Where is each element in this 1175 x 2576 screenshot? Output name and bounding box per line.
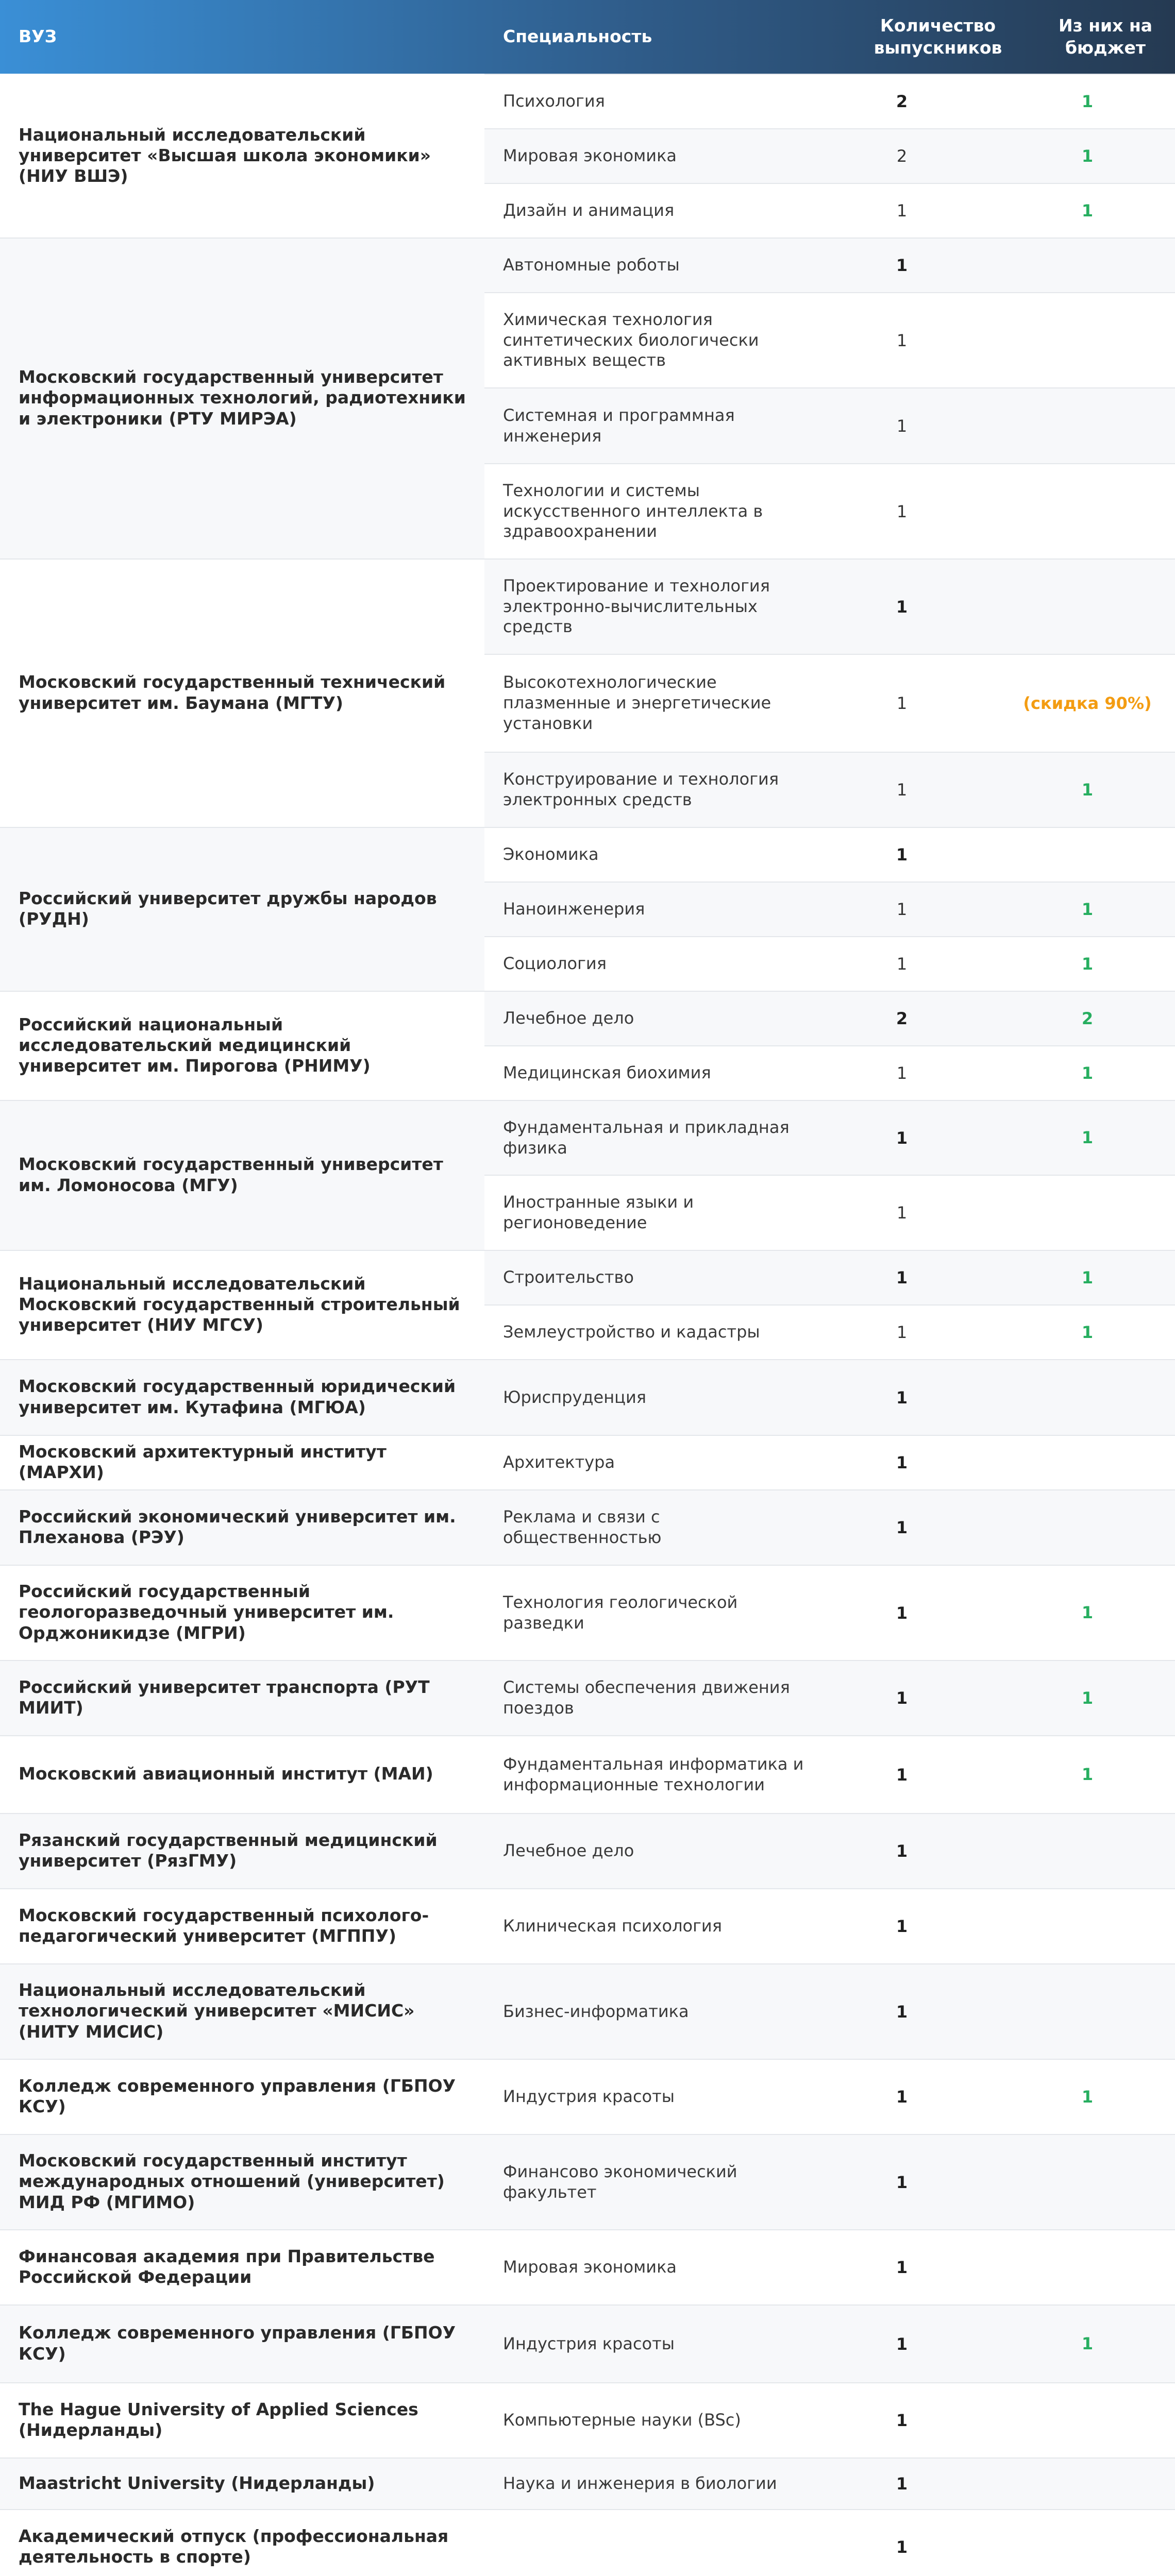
group-divider — [0, 991, 1175, 992]
count-cell: 1 — [896, 501, 908, 521]
header-specialty: Специальность — [503, 26, 652, 47]
count-cell: 1 — [896, 416, 908, 436]
table-row — [484, 1359, 1175, 1435]
count-cell: 1 — [896, 201, 908, 221]
count-cell: 1 — [896, 1841, 908, 1861]
count-cell: 1 — [896, 1518, 908, 1537]
count-cell: 1 — [896, 2087, 908, 2107]
group-divider — [0, 2382, 1175, 2383]
specialty-cell: Юриспруденция — [503, 1387, 646, 1407]
count-cell: 1 — [896, 1603, 908, 1623]
group-divider — [0, 1250, 1175, 1251]
specialty-cell: Лечебное дело — [503, 1841, 634, 1861]
group-divider — [0, 2304, 1175, 2306]
table-row — [484, 1565, 1175, 1660]
specialty-cell: Фундаментальная и прикладная физика — [503, 1117, 790, 1158]
university-cell: Национальный исследовательский Московский государственный строительный университет (НИУ МГСУ) — [19, 1273, 460, 1335]
count-cell: 2 — [896, 146, 908, 166]
budget-cell — [1000, 2230, 1175, 2304]
specialty-cell — [503, 2510, 822, 2576]
table-row — [484, 74, 1175, 128]
count-cell: 1 — [896, 1688, 908, 1708]
specialty-cell: Мировая экономика — [503, 2257, 677, 2277]
group-divider — [0, 1963, 1175, 1964]
university-cell: Российский государственный геологоразведочный университет им. Орджоникидзе (МГРИ) — [19, 1581, 394, 1643]
table-row — [484, 558, 1175, 654]
budget-cell — [1000, 1964, 1175, 2059]
table-row — [484, 292, 1175, 387]
specialty-cell: Финансово экономический факультет — [503, 2161, 737, 2202]
group-divider — [0, 558, 1175, 560]
table-row — [484, 183, 1175, 238]
count-cell: 1 — [896, 1323, 908, 1342]
university-cell: Российский национальный исследовательский медицинский университет им. Пирогова (РНИМУ) — [19, 1014, 371, 1076]
specialty-cell: Реклама и связи с общественностью — [503, 1507, 662, 1547]
header-budget: Из них на бюджет — [1058, 15, 1153, 58]
specialty-cell: Медицинская биохимия — [503, 1063, 711, 1083]
budget-cell: 1 — [1081, 146, 1094, 166]
specialty-cell: Экономика — [503, 844, 599, 865]
specialty-cell: Психология — [503, 91, 605, 111]
count-cell: 1 — [896, 1063, 908, 1083]
group-divider — [0, 1888, 1175, 1889]
budget-cell: 1 — [1081, 2087, 1094, 2107]
group-divider — [0, 1359, 1175, 1360]
header-university: ВУЗ — [19, 26, 57, 47]
count-cell: 1 — [896, 1128, 908, 1148]
budget-cell: (скидка 90%) — [1023, 693, 1152, 713]
count-cell: 1 — [896, 1387, 908, 1408]
specialty-cell: Наноинженерия — [503, 899, 645, 919]
specialty-cell: Компьютерные науки (BSc) — [503, 2410, 741, 2430]
specialty-cell: Мировая экономика — [503, 146, 677, 166]
university-cell: Национальный исследовательский технологический университет «МИСИС» (НИТУ МИСИС) — [0, 1963, 484, 2059]
specialty-cell: Технология геологической разведки — [503, 1592, 738, 1633]
table-header — [0, 0, 1175, 74]
count-cell: 1 — [896, 2334, 908, 2354]
specialty-cell: Клиническая психология — [503, 1916, 722, 1936]
university-cell: Академический отпуск (профессиональная деятельность в спорте) — [19, 2526, 449, 2567]
group-divider — [0, 1660, 1175, 1661]
count-cell: 1 — [896, 256, 908, 275]
table-row — [484, 1489, 1175, 1565]
count-cell: 1 — [896, 1765, 908, 1785]
count-cell: 1 — [896, 954, 908, 974]
specialty-cell: Технологии и системы искусственного интеллекта в здравоохранении — [503, 480, 763, 541]
university-cell: Московский архитектурный институт (МАРХИ) — [19, 1441, 387, 1482]
group-divider — [0, 1100, 1175, 1101]
specialty-cell: Высокотехнологические плазменные и энергетические установки — [503, 672, 771, 733]
header-count: Количество выпускников — [874, 15, 1002, 58]
budget-cell: 1 — [1081, 91, 1094, 111]
table-row — [484, 2059, 1175, 2134]
group-divider — [0, 1565, 1175, 1566]
budget-cell — [1000, 2383, 1175, 2458]
count-cell: 1 — [896, 2258, 908, 2277]
university-cell: Московский государственный юридический университет им. Кутафина (МГЮА) — [0, 1359, 484, 1435]
specialty-cell: Индустрия красоты — [503, 2087, 675, 2107]
budget-cell — [1000, 1176, 1175, 1250]
specialty-cell: Химическая технология синтетических биологически активных веществ — [503, 309, 759, 370]
table-row — [484, 1735, 1175, 1813]
count-cell: 1 — [896, 2474, 908, 2494]
university-cell: Рязанский государственный медицинский университет (РязГМУ) — [0, 1813, 484, 1888]
budget-cell: 1 — [1081, 1603, 1094, 1623]
group-divider — [0, 1435, 1175, 1436]
budget-cell: 1 — [1081, 779, 1094, 800]
budget-cell: 1 — [1081, 200, 1094, 221]
specialty-cell: Автономные роботы — [503, 255, 680, 275]
specialty-cell: Индустрия красоты — [503, 2333, 675, 2353]
table-row — [484, 2382, 1175, 2458]
budget-cell: 1 — [1081, 1063, 1094, 1083]
specialty-cell: Землеустройство и кадастры — [503, 1322, 760, 1342]
count-cell: 1 — [896, 597, 908, 617]
table-row — [484, 882, 1175, 936]
university-cell: Национальный исследовательский университет «Высшая школа экономики» (НИУ ВШЭ) — [19, 124, 431, 187]
specialty-cell: Бизнес-информатика — [503, 2001, 689, 2021]
table-row — [484, 654, 1175, 752]
budget-cell — [1000, 2510, 1175, 2576]
university-cell: Колледж современного управления (ГБПОУ КСУ) — [19, 2075, 456, 2116]
group-divider — [0, 2229, 1175, 2230]
table-row — [484, 1888, 1175, 1963]
table-row — [484, 2134, 1175, 2229]
budget-cell — [1000, 388, 1175, 463]
count-cell: 1 — [896, 2002, 908, 2022]
group-divider — [0, 2458, 1175, 2459]
table-row — [484, 1100, 1175, 1175]
specialty-cell: Фундаментальная информатика и информационные технологии — [503, 1754, 804, 1794]
count-cell: 1 — [896, 845, 908, 865]
count-cell: 1 — [896, 330, 908, 350]
table-row — [484, 1304, 1175, 1359]
count-cell: 2 — [896, 1009, 908, 1028]
university-cell: Московский государственный психолого-педагогический университет (МГППУ) — [19, 1905, 429, 1946]
table-row — [484, 827, 1175, 882]
count-cell: 1 — [896, 1917, 908, 1936]
budget-cell — [1000, 828, 1175, 882]
specialty-cell: Строительство — [503, 1267, 634, 1287]
budget-cell — [1000, 1436, 1175, 1489]
budget-cell — [1000, 1889, 1175, 1963]
university-cell: Московский государственный институт международных отношений (университет) МИД РФ (МГИМО) — [0, 2134, 484, 2229]
university-cell: Московский государственный технический университет им. Баумана (МГТУ) — [19, 672, 446, 713]
budget-cell: 1 — [1081, 1688, 1094, 1708]
university-cell: Московский государственный университет им. Ломоносова (МГУ) — [0, 1100, 484, 1250]
specialty-cell: Иностранные языки и регионоведение — [503, 1192, 694, 1232]
table-row — [484, 1250, 1175, 1304]
budget-cell — [1000, 464, 1175, 558]
university-cell: Российский экономический университет им. Плеханова (РЭУ) — [0, 1489, 484, 1565]
table-row — [484, 2458, 1175, 2509]
budget-cell: 1 — [1081, 1322, 1094, 1342]
table-row — [484, 2229, 1175, 2304]
table-row — [484, 1045, 1175, 1100]
table-row — [484, 387, 1175, 463]
budget-cell — [1000, 2135, 1175, 2229]
group-divider — [0, 1813, 1175, 1814]
table-row — [484, 1963, 1175, 2059]
count-cell: 1 — [896, 1453, 908, 1472]
budget-cell — [1000, 1814, 1175, 1888]
budget-cell: 1 — [1081, 899, 1094, 919]
budget-cell — [1000, 560, 1175, 654]
university-cell: Московский авиационный институт (МАИ) — [19, 1764, 433, 1784]
budget-cell: 1 — [1081, 954, 1094, 974]
group-divider — [0, 2134, 1175, 2135]
group-divider — [0, 2059, 1175, 2060]
table-row — [484, 463, 1175, 558]
budget-cell: 1 — [1081, 2334, 1094, 2354]
university-cell: The Hague University of Applied Sciences (Нидерланды) — [19, 2399, 418, 2440]
budget-cell: 1 — [1081, 1765, 1094, 1785]
university-cell: Российский университет дружбы народов (РУДН) — [0, 827, 484, 991]
university-cell: Maastricht University (Нидерланды) — [0, 2458, 484, 2509]
table-row — [484, 1175, 1175, 1250]
specialty-cell: Системная и программная инженерия — [503, 405, 735, 446]
university-cell: Российский университет транспорта (РУТ МИИТ) — [0, 1660, 484, 1735]
university-cell: Колледж современного управления (ГБПОУ КСУ) — [0, 2304, 484, 2382]
count-cell: 1 — [896, 693, 908, 713]
count-cell: 1 — [896, 1268, 908, 1287]
table-row — [484, 1813, 1175, 1888]
group-divider — [0, 238, 1175, 239]
budget-cell — [1000, 1360, 1175, 1435]
specialty-cell: Архитектура — [503, 1452, 615, 1472]
budget-cell: 1 — [1081, 1267, 1094, 1287]
table-row — [484, 936, 1175, 991]
count-cell: 1 — [896, 900, 908, 919]
specialty-cell: Лечебное дело — [503, 1008, 634, 1028]
group-divider — [0, 827, 1175, 828]
university-cell: Московский государственный университет информационных технологий, радиотехники и электроники (РТУ МИРЭА) — [0, 238, 484, 558]
group-divider — [0, 1489, 1175, 1490]
specialty-cell: Системы обеспечения движения поездов — [503, 1677, 790, 1718]
budget-cell — [1000, 293, 1175, 387]
count-cell: 1 — [896, 780, 908, 800]
table-row — [484, 1435, 1175, 1489]
budget-cell — [1000, 1490, 1175, 1565]
count-cell: 1 — [896, 1203, 908, 1223]
university-cell: Финансовая академия при Правительстве Российской Федерации — [19, 2246, 435, 2287]
specialty-cell: Наука и инженерия в биологии — [503, 2473, 777, 2494]
budget-cell — [1000, 239, 1175, 292]
table-row — [484, 1660, 1175, 1735]
group-divider — [0, 2509, 1175, 2510]
table-row — [484, 128, 1175, 183]
count-cell: 1 — [896, 2172, 908, 2192]
count-cell: 1 — [896, 2411, 908, 2430]
table-row — [484, 238, 1175, 292]
table-row — [484, 752, 1175, 827]
specialty-cell: Социология — [503, 954, 607, 974]
specialty-cell: Дизайн и анимация — [503, 200, 675, 221]
budget-cell: 1 — [1081, 1128, 1094, 1148]
specialty-cell: Конструирование и технология электронных средств — [503, 769, 779, 809]
table-row — [484, 991, 1175, 1045]
count-cell: 2 — [896, 92, 908, 111]
budget-cell — [1000, 2459, 1175, 2509]
count-cell: 1 — [896, 2537, 908, 2557]
table-row — [484, 2509, 1175, 2576]
budget-cell: 2 — [1081, 1008, 1094, 1028]
specialty-cell: Проектирование и технология электронно-вычислительных средств — [503, 575, 770, 637]
table-row — [484, 2304, 1175, 2382]
group-divider — [0, 1735, 1175, 1736]
